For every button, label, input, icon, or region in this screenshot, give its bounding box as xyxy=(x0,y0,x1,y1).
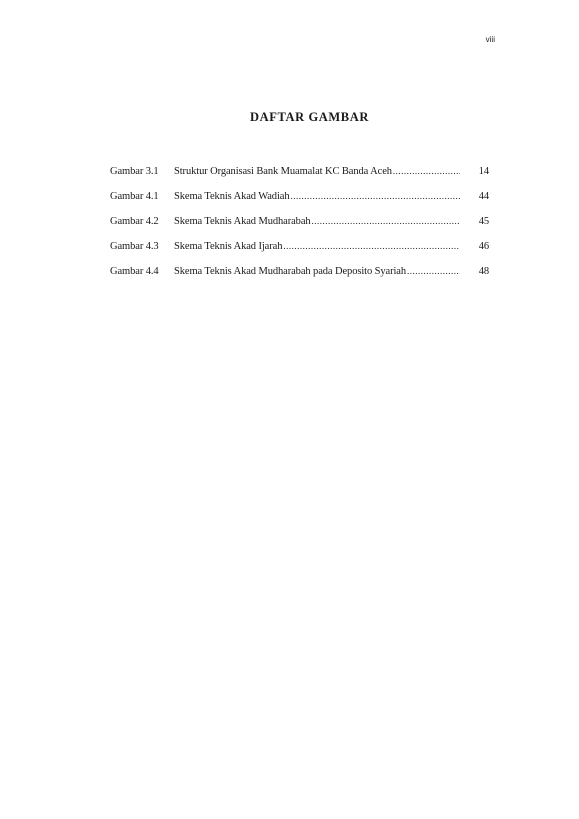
list-item xyxy=(110,241,490,266)
figure-label: Gambar 4.4 xyxy=(110,266,159,277)
figure-title-cell xyxy=(174,266,460,277)
page-title: DAFTAR GAMBAR xyxy=(249,110,370,124)
figure-page: 45 xyxy=(478,216,489,227)
dot-leader xyxy=(290,191,461,201)
figure-title: Skema Teknis Akad Wadiah xyxy=(174,191,290,202)
figure-label: Gambar 4.3 xyxy=(110,241,159,252)
dot-leader xyxy=(282,241,460,251)
figure-title-cell xyxy=(174,241,460,252)
dot-leader xyxy=(311,216,460,226)
figure-title-cell xyxy=(174,166,460,177)
figure-page: 14 xyxy=(478,166,489,177)
figure-title-cell xyxy=(174,216,460,227)
list-item xyxy=(110,166,490,191)
figure-label: Gambar 4.2 xyxy=(110,216,159,227)
page-number: viii xyxy=(485,35,495,44)
list-item xyxy=(110,216,490,241)
figure-title: Struktur Organisasi Bank Muamalat KC Banda Aceh xyxy=(174,166,392,177)
figure-title-cell xyxy=(174,191,460,202)
figure-title: Skema Teknis Akad Mudharabah pada Deposito Syariah xyxy=(174,266,407,277)
figure-page: 46 xyxy=(478,241,489,252)
dot-leader xyxy=(392,166,460,176)
list-item xyxy=(110,191,490,216)
dot-leader xyxy=(406,266,460,276)
figure-list xyxy=(110,166,490,291)
list-item xyxy=(110,266,490,291)
figure-label: Gambar 3.1 xyxy=(110,166,159,177)
figure-title: Skema Teknis Akad Mudharabah xyxy=(174,216,311,227)
figure-page: 44 xyxy=(478,191,489,202)
figure-label: Gambar 4.1 xyxy=(110,191,159,202)
figure-title: Skema Teknis Akad Ijarah xyxy=(174,241,283,252)
figure-page: 48 xyxy=(478,266,489,277)
